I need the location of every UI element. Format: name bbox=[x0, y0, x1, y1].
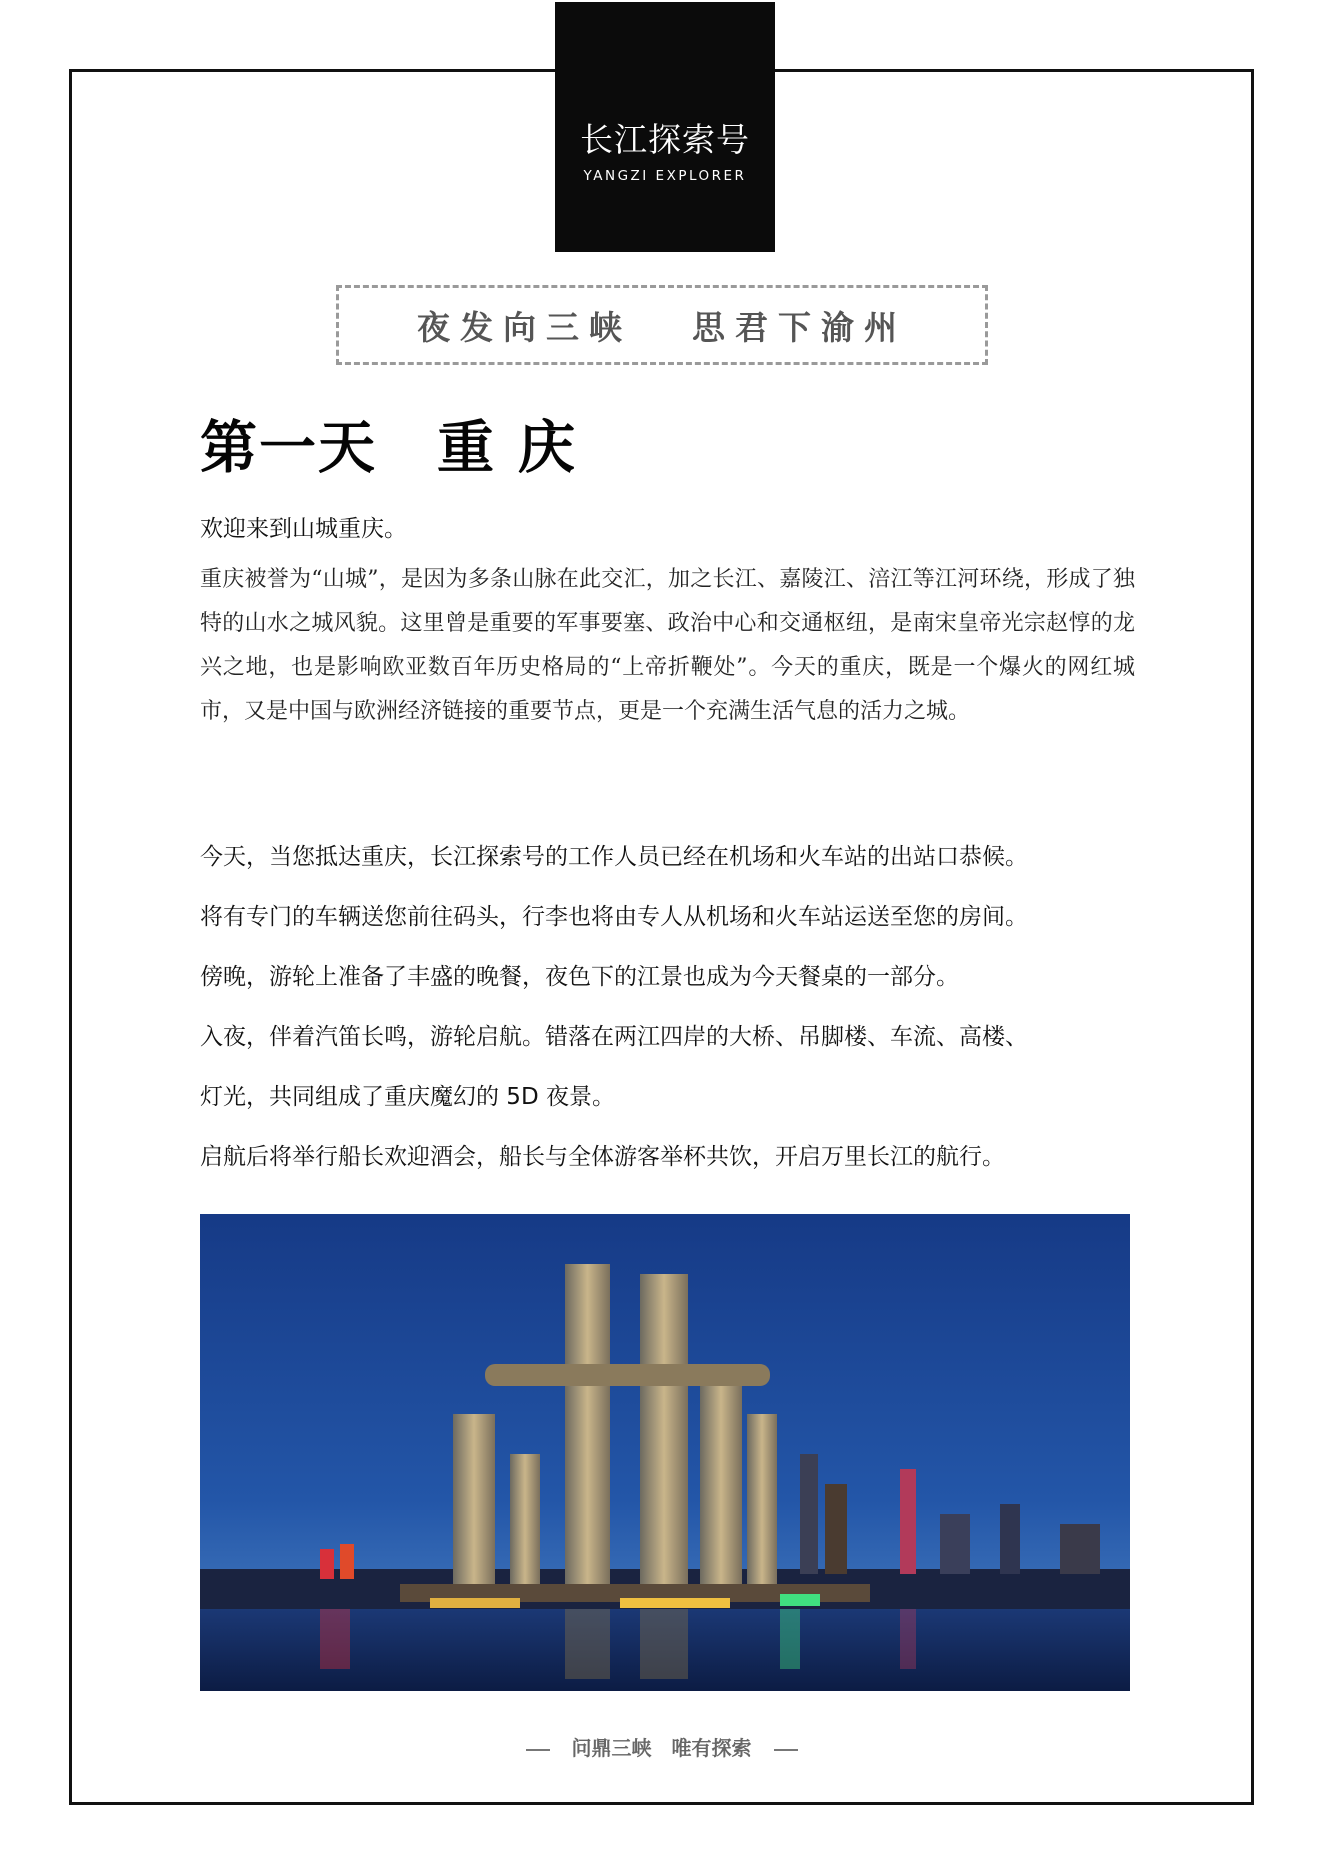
itinerary-line-1: 今天，当您抵达重庆，长江探索号的工作人员已经在机场和火车站的出站口恭候。 bbox=[200, 844, 1028, 870]
itinerary-line-3: 傍晚，游轮上准备了丰盛的晚餐，夜色下的江景也成为今天餐桌的一部分。 bbox=[200, 964, 959, 990]
footer-left: 问鼎三峡 bbox=[571, 1736, 652, 1760]
brand-name-en: YANGZI EXPLORER bbox=[583, 168, 747, 184]
motto-banner bbox=[336, 285, 988, 365]
motto-left: 夜发向三峡 bbox=[417, 307, 632, 347]
brand-name-cn: 长江探索号 bbox=[580, 120, 750, 159]
itinerary-line-6: 启航后将举行船长欢迎酒会，船长与全体游客举杯共饮，开启万里长江的航行。 bbox=[200, 1144, 1005, 1170]
itinerary-line-2: 将有专门的车辆送您前往码头，行李也将由专人从机场和火车站运送至您的房间。 bbox=[200, 904, 1028, 930]
welcome-line: 欢迎来到山城重庆。 bbox=[200, 516, 407, 542]
brand-logo bbox=[555, 2, 775, 252]
chongqing-night-photo bbox=[200, 1214, 1130, 1691]
footer-right: 唯有探索 bbox=[671, 1736, 752, 1760]
day-title bbox=[200, 402, 577, 484]
day-city: 重 庆 bbox=[437, 414, 577, 481]
itinerary-line-5: 灯光，共同组成了重庆魔幻的 5D 夜景。 bbox=[200, 1084, 615, 1110]
day-label: 第一天 bbox=[200, 414, 377, 481]
itinerary-line-4: 入夜，伴着汽笛长鸣，游轮启航。错落在两江四岸的大桥、吊脚楼、车流、高楼、 bbox=[200, 1024, 1028, 1050]
intro-paragraph: 重庆被誉为“山城”，是因为多条山脉在此交汇，加之长江、嘉陵江、涪江等江河环绕，形成了独特的山水之城风貌。这里曾是重要的军事要塞、政治中心和交通枢纽，是南宋皇帝光宗赵惇的龙兴之地，也是影响欧亚数百年历史格局的“上帝折鞭处”。今天的重庆，既是一个爆火的网红城市，又是中国与欧洲经济链接的重要节点，更是一个充满生活气息的活力之城。 bbox=[200, 567, 1135, 724]
footer-slogan bbox=[0, 1732, 1323, 1761]
motto-right: 思君下渝州 bbox=[692, 307, 907, 347]
